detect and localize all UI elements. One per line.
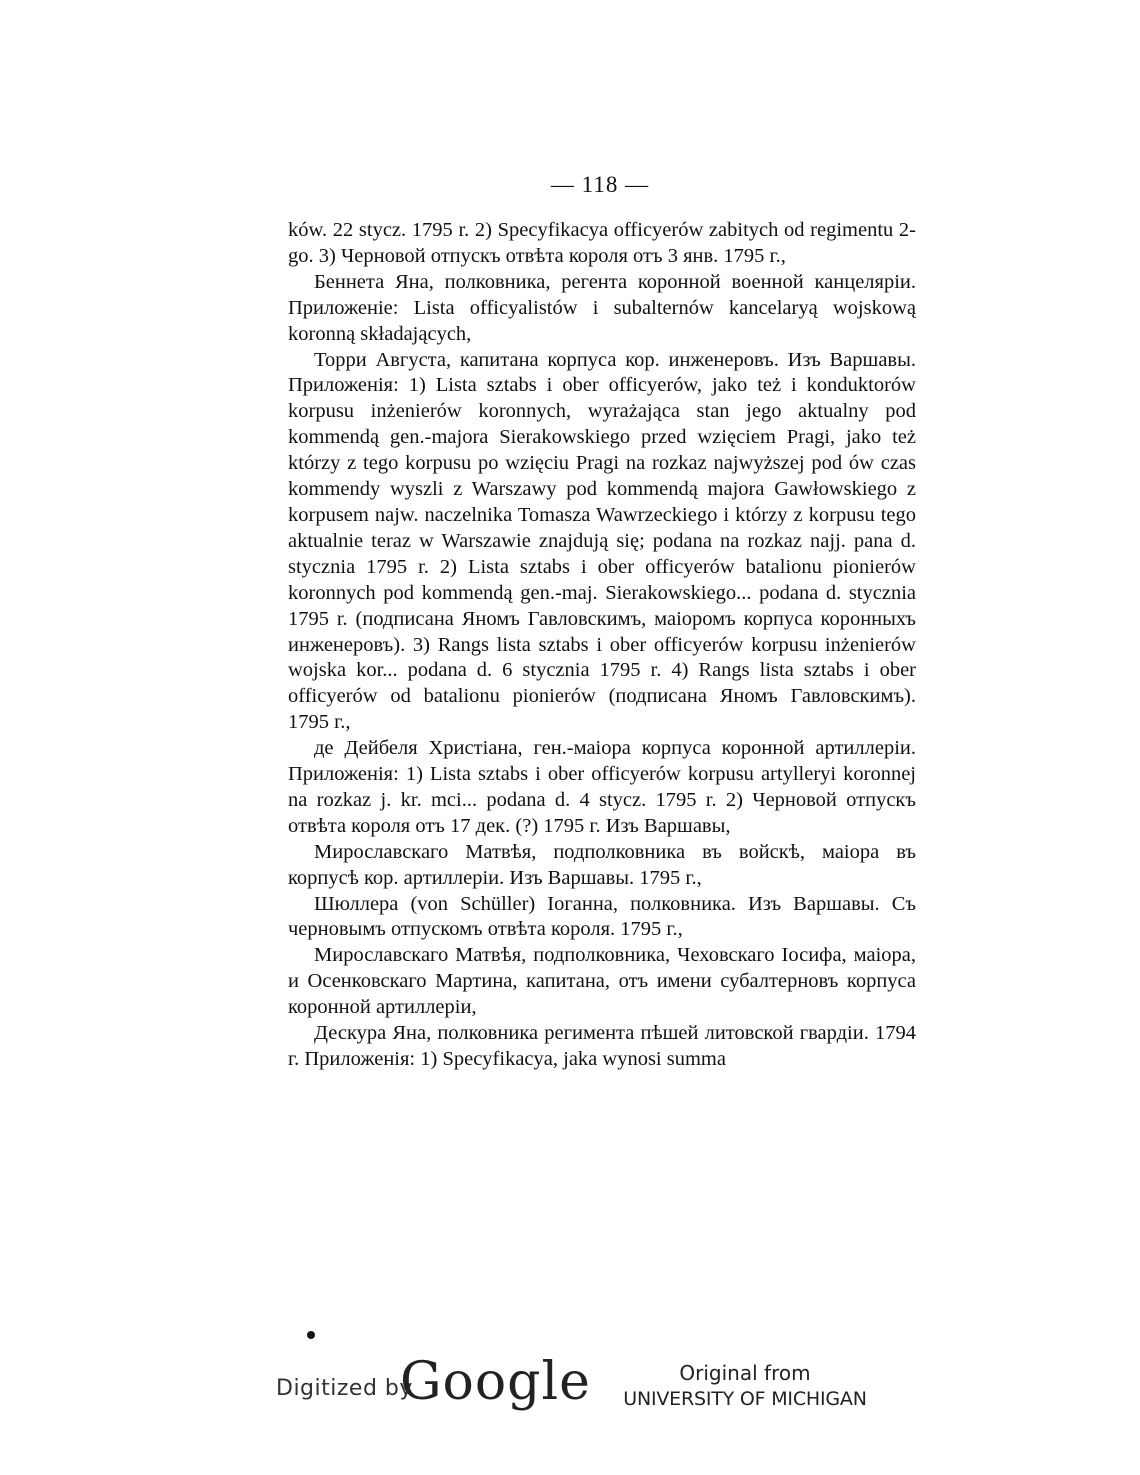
- digitized-watermark: [270, 1350, 591, 1420]
- paragraph-4: де Дейбеля Христіана, ген.-маіора корпуса коронной артиллеріи. Приложенія: 1) Lista sztabs i ober officyerów korpusu artylleryi koronnej na rozkaz j. kr. mci... podana d. 4 stycz. 1795 r. 2) Черновой отпускъ отвѣта короля отъ 17 дек. (?) 1795 г. Изъ Варшавы,: [288, 737, 916, 837]
- paragraph-8: Дескура Яна, полковника регимента пѣшей литовской гвардіи. 1794 г. Приложенія: 1) Specyfikacya, jaka wynosi summa: [288, 1022, 916, 1070]
- page-number: — 118 —: [550, 172, 650, 197]
- original-from-watermark: [620, 1360, 870, 1412]
- body-text: [288, 218, 916, 1073]
- original-from-text: Original from: [679, 1361, 811, 1385]
- digitized-by-text: Digitized by: [276, 1376, 413, 1401]
- paragraph-1: ków. 22 stycz. 1795 r. 2) Specyfikacya officyerów zabitych od regimentu 2-go. 3) Черновой отпускъ отвѣта короля отъ 3 янв. 1795 г.,: [288, 219, 916, 267]
- paragraph-6: Шюллера (von Schüller) Іоганна, полковника. Изъ Варшавы. Съ черновымъ отпускомъ отвѣта короля. 1795 г.,: [288, 892, 916, 941]
- paragraph-2: Беннета Яна, полковника, регента коронной военной канцеляріи. Приложеніе: Lista officyalistów i subalternów kancelaryą wojskową koronną składających,: [288, 270, 916, 345]
- paragraph-7: Мирославскаго Матвѣя, подполковника, Чеховскаго Іосифа, маіора, и Осенковскаго Мартина, капитана, отъ имени субалтерновъ корпуса коронной артиллеріи,: [288, 944, 916, 1019]
- google-logo: Google: [400, 1352, 591, 1412]
- paragraph-5: Мирославскаго Матвѣя, подполковника въ войскѣ, маіора въ корпусѣ кор. артиллеріи. Изъ Варшавы. 1795 г.,: [288, 840, 916, 889]
- paragraph-3: Торри Августа, капитана корпуса кор. инженеровъ. Изъ Варшавы. Приложенія: 1) Lista sztabs i ober officyerów, jako też i konduktorów korpusu inżenierów koronnych, wyrażająca stan jego aktualny pod kommendą gen.-majora Sierakowskiego przed wzięciem Pragi, jako też którzy z tego korpusu po wzięciu Pragi na rozkaz najwyższej pod ów czas kommendy wyszli z Warszawy pod kommendą majora Gawłowskiego z korpusem najw. naczelnika Tomasza Wawrzeckiego i którzy z korpusu tego aktualnie teraz w Warszawie znajdują się; podana na rozkaz najj. pana d. stycznia 1795 r. 2) Lista sztabs i ober officyerów batalionu pionierów koronnych pod kommendą gen.-maj. Sierakowskiego... podana d. stycznia 1795 r. (подписана Яномъ Гавловскимъ, маіоромъ корпуса коронныхъ инженеровъ). 3) Rangs lista sztabs i ober officyerów korpusu inżenierów wojska kor... podana d. 6 stycznia 1795 r. 4) Rangs lista sztabs i ober officyerów od batalionu pionierów (подписана Яномъ Гавловскимъ). 1795 г.,: [288, 348, 916, 734]
- dot-mark: [307, 1331, 315, 1339]
- university-text: UNIVERSITY OF MICHIGAN: [623, 1388, 867, 1410]
